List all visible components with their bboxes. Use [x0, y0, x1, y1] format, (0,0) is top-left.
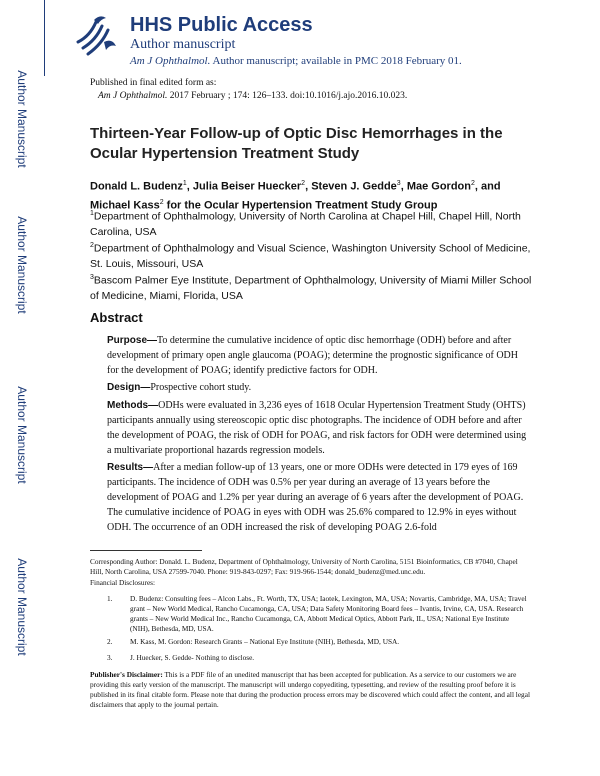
sidebar-label-author-manuscript: Author Manuscript — [15, 70, 29, 168]
abstract-section-text: After a median follow-up of 13 years, one or more ODHs were detected in 179 eyes of 169 participants. The incidence of ODH was 0.5% per year during an average of 13 years before the development of POAG and 1.2% per year during an average of 6 years after the development of POAG. The cumulative incidence of POAG in eyes with ODH was 25.6% compared to 12.9% in eyes without ODH. The occurrence of an ODH increased the risk of developing POAG 2.6-fold — [107, 462, 524, 533]
abstract-section-label: Methods— — [107, 400, 159, 411]
author-name: Donald L. Budenz — [90, 180, 183, 193]
publisher-disclaimer-text: This is a PDF file of an unedited manuscript that has been accepted for publication. As a service to our customers we are providing this early version of the manuscript. The manuscript will undergo copyediting, typesetting, and review of the resulting proof before it is published in its final citable form. Please note that during the production process errors may be discovered which could affect the content, and all legal disclaimers that apply to the journal pertain. — [90, 670, 530, 709]
publisher-disclaimer-label: Publisher's Disclaimer: — [90, 670, 163, 679]
published-info — [90, 77, 407, 103]
author-affiliation-sup: 3 — [396, 180, 401, 187]
author-list: Donald L. Budenz$^1$, Julia Beiser Huecker$^2$, Steven J. Gedde$^3$, Mae Gordon$^2$, and Michael Kass$^2$ for the Ocular Hypertension Treatment Study Group — [90, 180, 501, 212]
disclosure-number: 1. — [107, 594, 113, 603]
header-title: HHS Public Access — [130, 14, 313, 36]
affiliation-sup: 3 — [90, 274, 94, 281]
abstract-methods — [107, 398, 532, 458]
header-availability — [130, 54, 462, 69]
abstract-design — [107, 380, 532, 395]
published-citation — [90, 90, 407, 103]
abstract-section-label: Design— — [107, 382, 151, 393]
disclosure-number: 3. — [107, 653, 113, 662]
affiliation — [90, 238, 540, 272]
disclosure-text: D. Budenz: Consulting fees – Alcon Labs., Ft. Worth, TX, USA; Iaotek, Lexington, MA, USA; Novartis, Cambridge, MA, USA; Travel grant – New World Medical, Rancho Cucamonga, CA, USA; Data Safety Monitoring Board fees – Ivantis, Irvine, CA, USA. Research grants – New World Medical Inc., Rancho Cucamonga, CA, Abbott Medical Optics, Abbott Park, IL, USA; National Eye Institute (NIH), Bethesda, MD, USA. — [130, 594, 527, 633]
header-divider-line — [44, 0, 45, 76]
header-subtitle: Author manuscript — [130, 37, 236, 52]
author-group: for the Ocular Hypertension Treatment Study Group — [163, 199, 438, 212]
affiliation — [90, 206, 540, 240]
disclosure-number: 2. — [107, 637, 113, 646]
affiliation-text: Department of Ophthalmology, University of North Carolina at Chapel Hill, Chapel Hill, North Carolina, USA — [90, 210, 521, 238]
article-title: Thirteen-Year Follow-up of Optic Disc Hemorrhages in the Ocular Hypertension Treatment Study — [90, 125, 503, 162]
abstract-heading: Abstract — [90, 310, 143, 325]
corresponding-author: Corresponding Author: Donald. L. Budenz, Department of Ophthalmology, University of North Carolina, 5151 Bioinformatics, CB #7040, Chapel Hill, North Carolina, USA 27599-7040. Phone: 919-843-0297; Fax: 919-966-1544; donald_budenz@med.unc.edu. — [90, 557, 518, 576]
publisher-disclaimer — [90, 670, 530, 710]
author-name: Julia Beiser Huecker — [192, 180, 302, 193]
author-affiliation-sup: 2 — [470, 180, 475, 187]
abstract-section-text: To determine the cumulative incidence of optic disc hemorrhage (ODH) before and after development of primary open angle glaucoma (POAG); determine the prognostic significance of ODH for the development of POAG; identify predictive factors for ODH. — [107, 335, 518, 376]
hhs-eagle-logo-icon — [74, 12, 118, 58]
affiliation — [90, 270, 540, 304]
disclosure-text: M. Kass, M. Gordon: Research Grants – National Eye Institute (NIH), Bethesda, MD, USA. — [130, 637, 400, 646]
author-name: Steven J. Gedde — [311, 180, 397, 193]
author-affiliation-sup: 1 — [182, 180, 187, 187]
disclosure-text: J. Huecker, S. Gedde- Nothing to disclose. — [130, 653, 255, 662]
author-affiliation-sup: 2 — [301, 180, 306, 187]
published-citation-text: 2017 February ; 174: 126–133. doi:10.1016/j.ajo.2016.10.023. — [167, 91, 408, 101]
abstract-section-text: Prospective cohort study. — [150, 382, 252, 393]
published-label: Published in final edited form as: — [90, 78, 217, 88]
header-availability-text: Author manuscript; available in PMC 2018 February 01. — [210, 55, 462, 67]
sidebar — [0, 0, 44, 776]
published-journal: Am J Ophthalmol. — [98, 91, 168, 101]
financial-disclosures-label: Financial Disclosures: — [90, 578, 156, 587]
affiliation-text: Bascom Palmer Eye Institute, Department of Ophthalmology, University of Miami Miller School of Medicine, Miami, Florida, USA — [90, 274, 532, 302]
header-journal: Am J Ophthalmol. — [130, 55, 211, 67]
abstract-purpose — [107, 333, 532, 378]
affiliation-sup: 1 — [90, 210, 94, 217]
header — [130, 14, 462, 69]
author-affiliation-sup: 2 — [159, 198, 164, 206]
abstract-results — [107, 460, 532, 535]
abstract-section-label: Results— — [107, 462, 154, 473]
affiliation-sup: 2 — [90, 242, 94, 249]
author-name: Michael Kass — [90, 199, 160, 212]
sidebar-label-author-manuscript: Author Manuscript — [15, 558, 29, 656]
sidebar-label-author-manuscript: Author Manuscript — [15, 216, 29, 314]
abstract-section-label: Purpose— — [107, 335, 158, 346]
footnote-divider — [90, 550, 202, 551]
sidebar-label-author-manuscript: Author Manuscript — [15, 386, 29, 484]
author-name: Mae Gordon — [406, 180, 471, 193]
affiliation-text: Department of Ophthalmology and Visual Science, Washington University School of Medicine, St. Louis, Missouri, USA — [90, 242, 531, 270]
abstract-section-text: ODHs were evaluated in 3,236 eyes of 1618 Ocular Hypertension Treatment Study (OHTS) participants annually using stereoscopic optic disc photographs. The incidence of ODH before and after the development of POAG, the risk of ODH for POAG, and risk factors for ODH were determined using a multivariate proportional hazards regression models. — [107, 400, 527, 456]
